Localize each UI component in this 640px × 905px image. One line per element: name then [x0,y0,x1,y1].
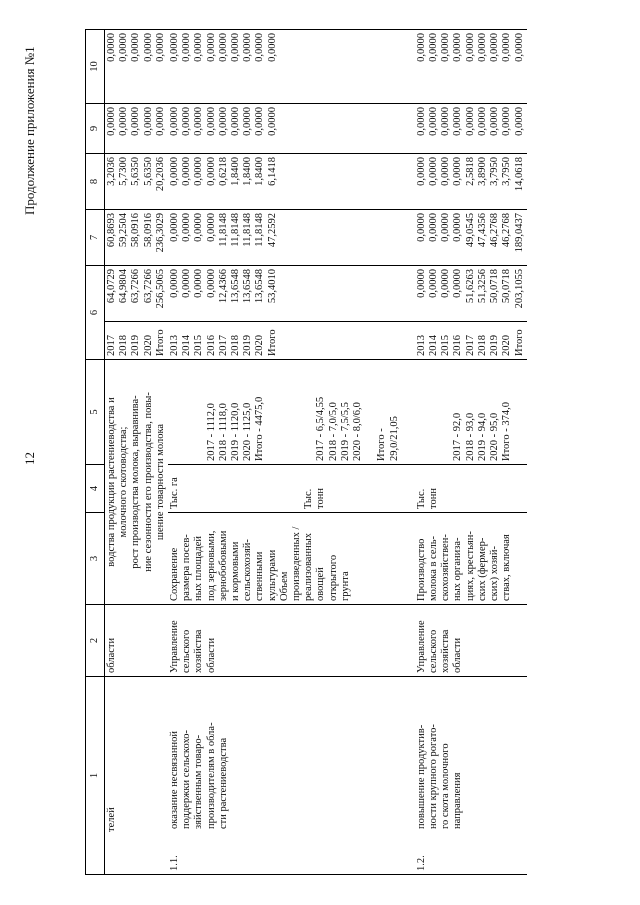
cell-units: Тыс. тонн [402,465,527,513]
cell-indicator: Сохранение размера посев- ных площадей под зерновыми, зернобобовыми и кормовыми сельскохозяй- ственными культурами Объем произведенных / реализованных овощей открытого грунта [168,513,402,605]
program-table [85,29,527,875]
header-col-6: 6 [86,266,105,360]
page-number: 12 [22,452,37,465]
cell-years: 2013 2014 2015 2016 2017 2018 2019 2020 Итого [168,322,402,360]
header-row [86,30,105,875]
cell-regional: 60,8693 59,2504 58,0916 58,0916 236,3029 [105,210,169,266]
cell-other: 0,0000 0,0000 0,0000 0,0000 0,0000 [105,30,169,104]
cell-total: 0,0000 0,0000 0,0000 0,0000 12,4366 13,6548 13,6548 13,6548 53,4010 [168,266,402,322]
cell-other: 0,0000 0,0000 0,0000 0,0000 0,0000 0,0000 0,0000 0,0000 0,0000 [402,30,527,104]
cell-org: Управление сельского хозяйства области [168,605,402,677]
cell-goals [105,360,169,605]
cell-local: 0,0000 0,0000 0,0000 0,0000 0,0000 [105,104,169,154]
table-row-1-1 [168,30,402,875]
cell-values: 2017 - 92,0 2018 - 93,0 2019 - 94,0 2020 - 95,0 Итого - 374,0 [402,360,527,465]
header-col-10: 10 [86,30,105,104]
continuation-title: Продолжение приложения №1 [22,46,37,215]
header-col-9: 9 [86,104,105,154]
cell-org: области [105,605,169,677]
header-col-4: 4 [86,465,105,513]
cell-years: 2017 2018 2019 2020 Итого [105,322,169,360]
cell-indicator: Производство молока в сель- скохозяйствен- ных организа- циях, крестьян- ских (фермер- ских) хозяй- ствах, включая [402,513,527,605]
cell-org: Управление сельского хозяйства области [402,605,527,677]
cell-federal: 0,0000 0,0000 0,0000 0,0000 0,6218 1,8400 1,8400 1,8400 6,1418 [168,154,402,210]
cell-regional: 0,0000 0,0000 0,0000 0,0000 49,0545 47,4356 46,2768 46,2768 189,0437 [402,210,527,266]
row-title: повышение продуктив- ности крупного рогато- го скота молочного направления [415,724,464,829]
cell-years: 2013 2014 2015 2016 2017 2018 2019 2020 Итого [402,322,527,360]
goal-line: ние сезонности его производства, повы- [142,392,154,572]
row-number: 1.2. [415,855,427,871]
cell-name [168,677,402,875]
row-number: 1.1. [169,855,181,871]
header-col-1: 1 [86,677,105,875]
header-col-7: 7 [86,210,105,266]
goal-line: водства продукции растениеводства и [106,397,117,567]
cell-regional: 0,0000 0,0000 0,0000 0,0000 11,8148 11,8148 11,8148 11,8148 47,2592 [168,210,402,266]
goal-line: рост производства молока, выравнива- [130,395,142,569]
header-col-3: 3 [86,513,105,605]
cell-federal: 0,0000 0,0000 0,0000 0,0000 2,5818 3,8900 3,7950 3,7950 14,0618 [402,154,527,210]
cell-name: телей [105,677,169,875]
header-col-5: 5 [86,360,105,465]
cell-total: 0,0000 0,0000 0,0000 0,0000 51,6263 51,3256 50,0718 50,0718 203,1055 [402,266,527,322]
header-col-8: 8 [86,154,105,210]
cell-federal: 3,2036 5,7300 5,6350 5,6350 20,2036 [105,154,169,210]
cell-values: 2017 - 1112,0 2018 - 1118,0 2019 - 1120,0 2020 - 1125,0 Итого - 4475,0 2017 - 6,5/4,55 2018 - 7,0/5,0 2019 - 7,5/5,5 2020 - 8,0/6,0 Итого - 29,0/21,05 [168,360,402,465]
cell-local: 0,0000 0,0000 0,0000 0,0000 0,0000 0,0000 0,0000 0,0000 0,0000 [168,104,402,154]
cell-other: 0,0000 0,0000 0,0000 0,0000 0,0000 0,0000 0,0000 0,0000 0,0000 [168,30,402,104]
cell-total: 64,0729 64,9804 63,7266 63,7266 256,5065 [105,266,169,322]
table-row-1-2 [402,30,527,875]
goal-line: молочного скотоводства; [118,426,130,538]
cell-local: 0,0000 0,0000 0,0000 0,0000 0,0000 0,0000 0,0000 0,0000 0,0000 [402,104,527,154]
row-title: оказание несвязанной поддержки сельскохо- зяйственным товаро- производителям в обла- сти растениеводства [169,722,229,829]
cell-name [402,677,527,875]
header-col-2: 2 [86,605,105,677]
goal-line: шение товарности молока [154,423,166,541]
cell-units: Тыс. га Тыс. тонн [168,465,402,513]
table-row-continued [105,30,169,875]
